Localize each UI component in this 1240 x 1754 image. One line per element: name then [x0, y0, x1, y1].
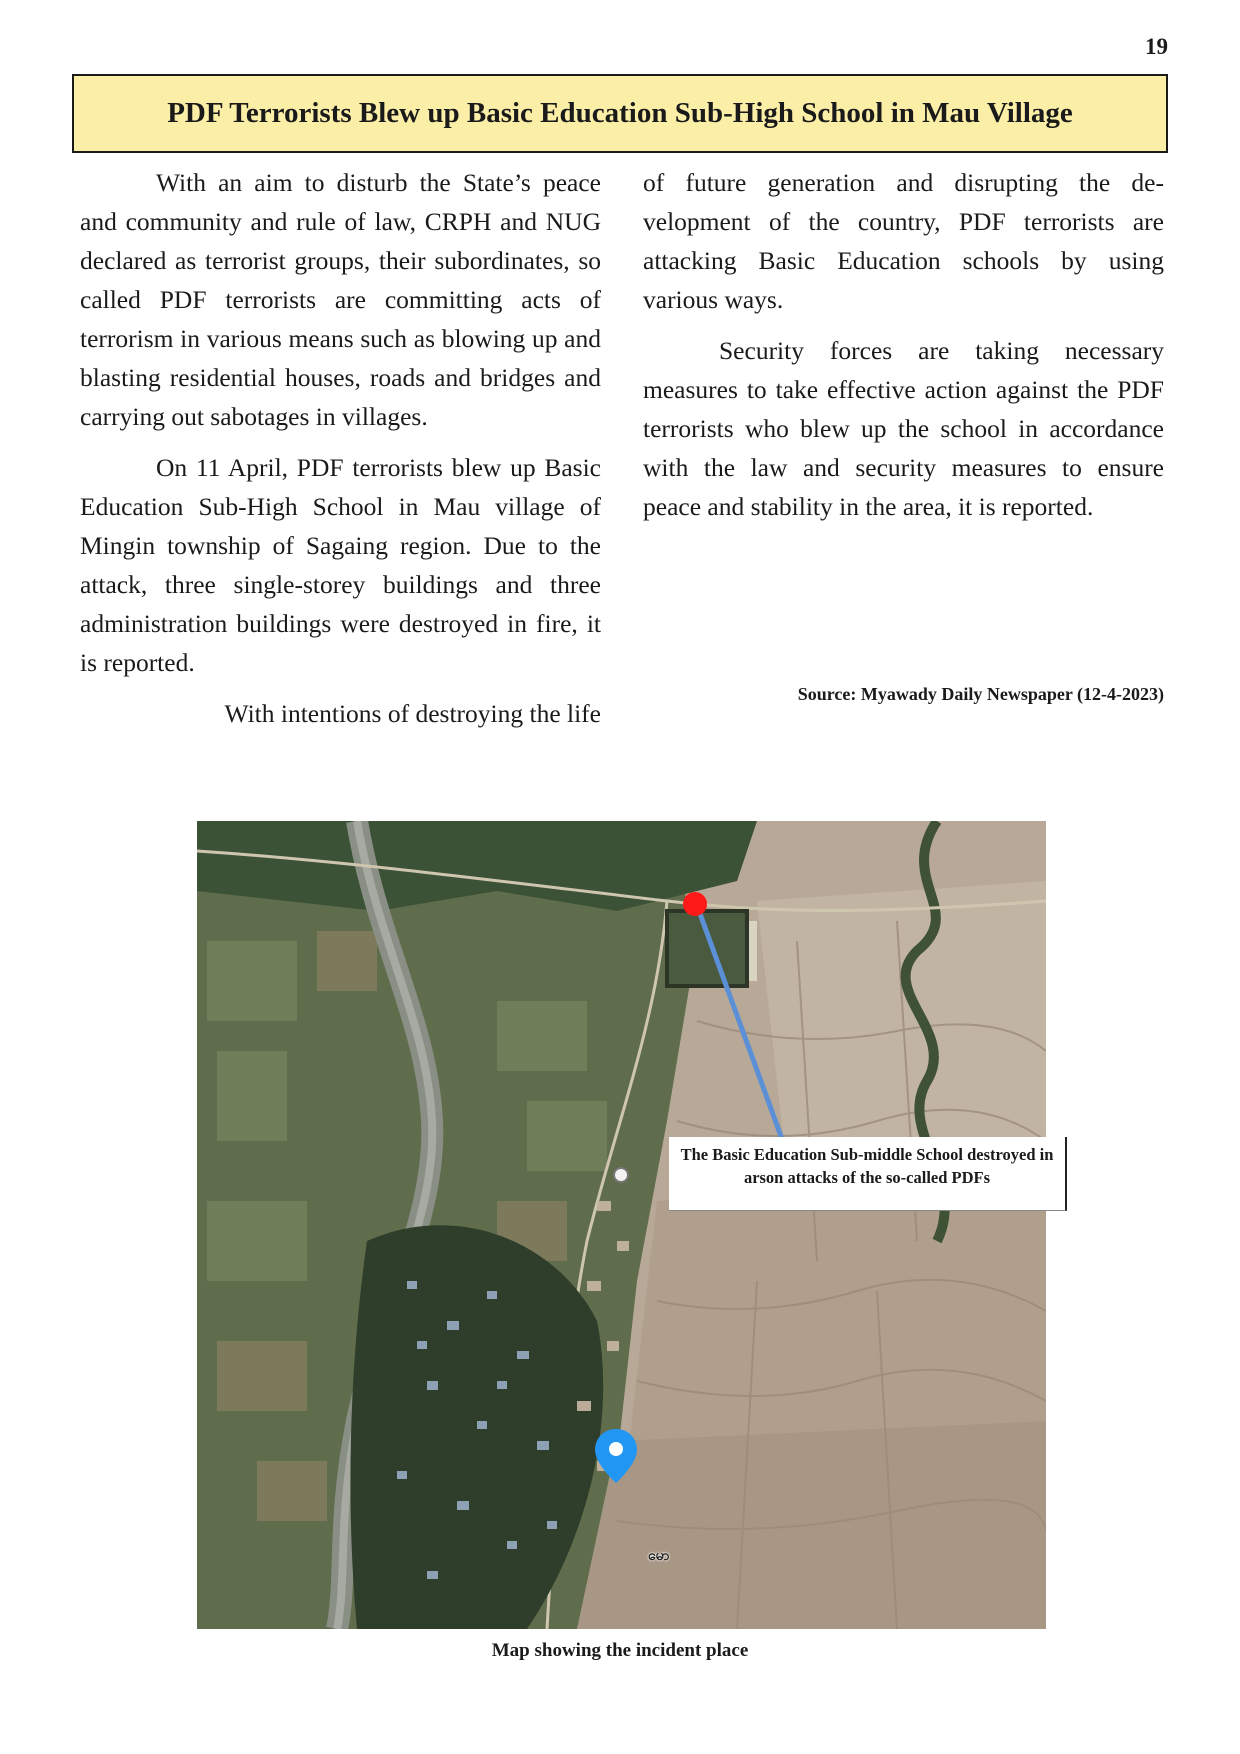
paragraph: Security forces are taking necessary measures to take effective action against the PDF terrorists who blew up the school in accordance with the law and security measures to ensure peace and stability in the area, it is reported.: [643, 336, 1164, 521]
article-title-box: [72, 74, 1168, 153]
article-title: PDF Terrorists Blew up Basic Education Sub-High School in Mau Village: [167, 97, 1073, 129]
paragraph: With intentions of destroying the life: [224, 699, 601, 728]
map-caption: Map showing the incident place: [491, 1640, 749, 1661]
right-column: [643, 163, 1164, 538]
satellite-map-image: [197, 821, 1046, 1629]
paragraph: of future generation and disrupting the development of the country, PDF terrorists are attacking Basic Education schools by using various ways.: [643, 168, 1164, 314]
incident-marker: [683, 892, 707, 916]
page-number: 19: [1145, 34, 1168, 59]
paragraph: With an aim to disturb the State’s peace and community and rule of law, CRPH and NUG declared as terrorist groups, their subordinates, so called PDF terrorists are committing acts of terrorism in various means such as blowing up and blasting residential houses, roads and bridges and carrying out sabotages in villages.: [80, 168, 601, 431]
paragraph: On 11 April, PDF terrorists blew up Basic Education Sub-High School in Mau village of Mingin township of Sagaing region. Due to the attack, three single-storey buildings and three administration buildings were destroyed in fire, it is reported.: [80, 453, 601, 677]
left-column: [80, 163, 601, 745]
source-citation: Source: Myawady Daily Newspaper (12-4-2023): [797, 684, 1164, 704]
village-marker-label: မော: [648, 1548, 670, 1564]
map-callout: The Basic Education Sub-middle School destroyed in arson attacks of the so-called PDFs: [669, 1137, 1067, 1211]
